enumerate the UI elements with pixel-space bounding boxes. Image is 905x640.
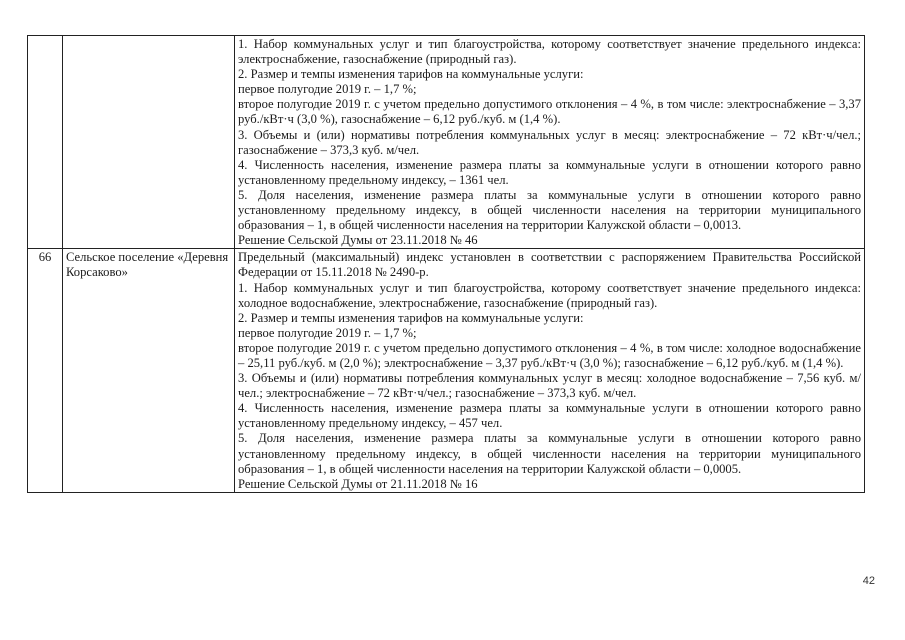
paragraph: второе полугодие 2019 г. с учетом предельно допустимого отклонения – 4 %, в том числе: холодное водоснабжение – 25,11 руб./куб. м (2,0 %); электроснабжение – 3,37 руб./кВт·ч (3,0 %); газоснабжение – 6,12 руб./куб. м (1,4 %). [238, 340, 861, 370]
municipality-name: Сельское поселение «Деревня Корсаково» [63, 249, 235, 493]
document-table [27, 35, 865, 493]
index-description [235, 249, 865, 493]
paragraph: первое полугодие 2019 г. – 1,7 %; [238, 82, 417, 97]
table-row [28, 36, 865, 249]
paragraph: 5. Доля населения, изменение размера платы за коммунальные услуги в отношении которого равно установленному предельному индексу, в общей численности населения на территории муниципального образования – 1, в общей численности населения на территории Калужской области – 0,0005. [238, 431, 861, 476]
row-number [28, 36, 63, 249]
index-description [235, 36, 865, 249]
paragraph: 4. Численность населения, изменение размера платы за коммунальные услуги в отношении которого равно установленному предельному индексу, – 1361 чел. [238, 157, 861, 187]
paragraph: 5. Доля населения, изменение размера платы за коммунальные услуги в отношении которого равно установленному предельному индексу, в общей численности населения на территории муниципального образования – 1, в общей численности населения на территории Калужской области – 0,0013. [238, 187, 861, 233]
paragraph: 3. Объемы и (или) нормативы потребления коммунальных услуг в месяц: электроснабжение – 72 кВт·ч/чел.; газоснабжение – 373,3 куб. м/чел. [238, 127, 861, 157]
paragraph: 2. Размер и темпы изменения тарифов на коммунальные услуги: [238, 67, 584, 82]
paragraph: первое полугодие 2019 г. – 1,7 %; [238, 325, 417, 340]
paragraph: 4. Численность населения, изменение размера платы за коммунальные услуги в отношении которого равно установленному предельному индексу, – 457 чел. [238, 401, 861, 431]
municipality-name [63, 36, 235, 249]
paragraph: 3. Объемы и (или) нормативы потребления коммунальных услуг в месяц: холодное водоснабжение – 7,56 куб. м/чел.; электроснабжение – 72 кВт·ч/чел.; газоснабжение – 373,3 куб. м/чел. [238, 371, 861, 401]
paragraph: 1. Набор коммунальных услуг и тип благоустройства, которому соответствует значение предельного индекса: холодное водоснабжение, электроснабжение, газоснабжение (природный газ). [238, 280, 861, 310]
decision-reference: Решение Сельской Думы от 21.11.2018 № 16 [238, 476, 478, 491]
table-row [28, 249, 865, 493]
paragraph: 1. Набор коммунальных услуг и тип благоустройства, которому соответствует значение предельного индекса: электроснабжение, газоснабжение (природный газ). [238, 37, 861, 67]
decision-reference: Решение Сельской Думы от 23.11.2018 № 46 [238, 233, 478, 248]
row-number: 66 [28, 249, 63, 493]
paragraph: 2. Размер и темпы изменения тарифов на коммунальные услуги: [238, 310, 584, 325]
paragraph: второе полугодие 2019 г. с учетом предельно допустимого отклонения – 4 %, в том числе: электроснабжение – 3,37 руб./кВт·ч (3,0 %), газоснабжение – 6,12 руб./куб. м (1,4 %). [238, 97, 861, 127]
paragraph: Предельный (максимальный) индекс установлен в соответствии с распоряжением Правительства Российской Федерации от 15.11.2018 № 2490-р. [238, 250, 861, 280]
page-number: 42 [862, 575, 875, 587]
